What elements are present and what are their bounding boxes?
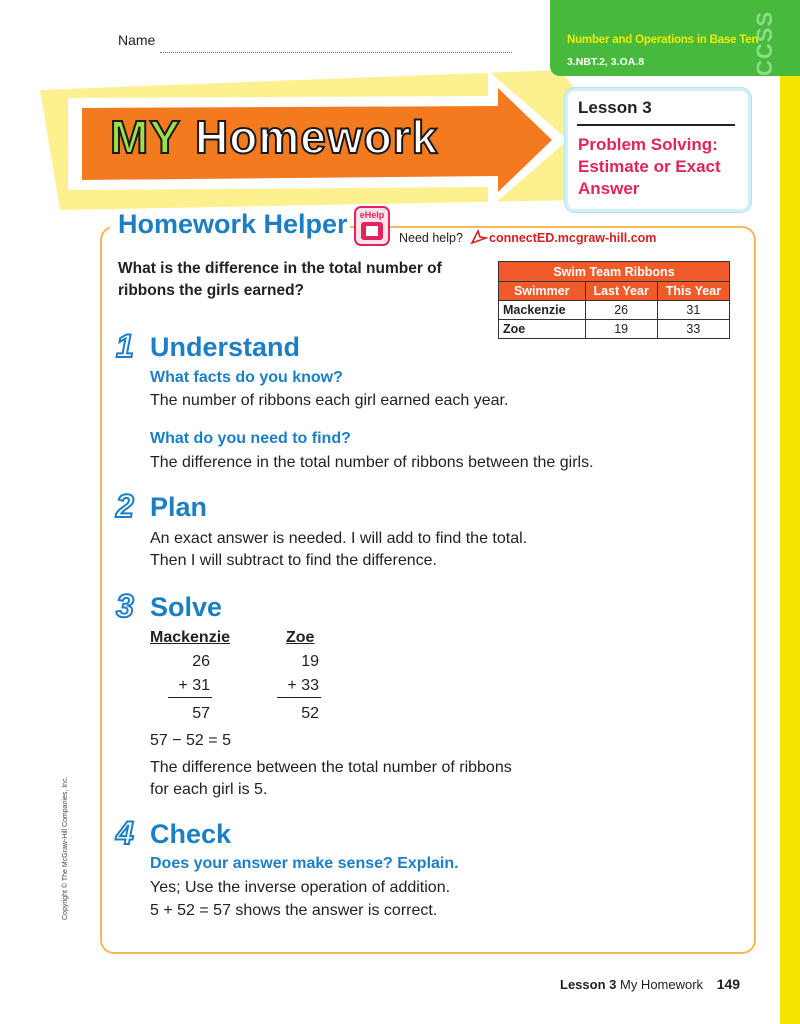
ehelp-label: eHelp bbox=[359, 210, 385, 220]
understand-heading: Understand bbox=[150, 332, 301, 362]
lesson-subtitle: Problem Solving: Estimate or Exact Answer bbox=[578, 135, 721, 198]
table-cell: 31 bbox=[657, 301, 729, 320]
lesson-title: Lesson 3 bbox=[578, 98, 652, 117]
plan-line-2: Then I will subtract to find the difference. bbox=[150, 552, 437, 569]
step-number-2: 2 bbox=[116, 488, 134, 524]
connected-link[interactable]: connectED.mcgraw-hill.com bbox=[489, 231, 657, 245]
cursor-icon bbox=[470, 229, 488, 245]
question-text: What is the difference in the total number of ribbons the girls earned? bbox=[118, 260, 442, 299]
solve-equation: 57 − 52 = 5 bbox=[150, 732, 231, 749]
table-header-this-year: This Year bbox=[657, 282, 729, 301]
lesson-rule bbox=[577, 124, 735, 126]
solve-line-1: The difference between the total number of ribbons bbox=[150, 759, 512, 776]
banner-my: MY bbox=[110, 111, 181, 163]
banner-homework: Homework bbox=[195, 111, 439, 163]
plan-heading: Plan bbox=[150, 492, 208, 522]
name-line[interactable] bbox=[160, 52, 512, 53]
solve-zoe-a: 19 bbox=[301, 653, 319, 670]
ccss-label bbox=[752, 46, 778, 76]
table-cell: 26 bbox=[585, 301, 657, 320]
step-number-4: 4 bbox=[116, 815, 134, 851]
table-row bbox=[499, 320, 730, 339]
step-number-1: 1 bbox=[116, 328, 134, 364]
table-header-swimmer: Swimmer bbox=[499, 282, 586, 301]
check-question: Does your answer make sense? Explain. bbox=[150, 855, 459, 872]
table-cell: 19 bbox=[585, 320, 657, 339]
ehelp-icon[interactable] bbox=[353, 205, 391, 247]
table-cell: Zoe bbox=[499, 320, 586, 339]
check-heading: Check bbox=[150, 819, 232, 849]
swim-team-ribbons-table bbox=[498, 261, 730, 339]
domain-label: Number and Operations in Base Ten bbox=[567, 34, 759, 46]
solve-zoe-rule bbox=[277, 697, 321, 698]
standards-label: 3.NBT.2, 3.OA.8 bbox=[567, 56, 645, 68]
solve-zoe-sum: 52 bbox=[301, 705, 319, 722]
check-line-2: 5 + 52 = 57 shows the answer is correct. bbox=[150, 902, 438, 919]
plan-line-1: An exact answer is needed. I will add to find the total. bbox=[150, 530, 528, 547]
solve-zoe-b: + 33 bbox=[287, 677, 319, 694]
understand-question-2: What do you need to find? bbox=[150, 430, 351, 447]
name-label: Name bbox=[118, 32, 156, 48]
page-footer bbox=[560, 976, 740, 992]
table-header-last-year: Last Year bbox=[585, 282, 657, 301]
step-number-3: 3 bbox=[116, 588, 134, 624]
copyright-notice: Copyright © The McGraw-Hill Companies, Inc. bbox=[62, 776, 69, 920]
banner-title bbox=[110, 110, 438, 164]
solve-line-2: for each girl is 5. bbox=[150, 781, 268, 798]
solve-mackenzie-sum: 57 bbox=[192, 705, 210, 722]
understand-answer-1: The number of ribbons each girl earned each year. bbox=[150, 392, 509, 409]
table-caption: Swim Team Ribbons bbox=[499, 262, 730, 282]
solve-mackenzie-a: 26 bbox=[192, 653, 210, 670]
table-cell: Mackenzie bbox=[499, 301, 586, 320]
check-line-1: Yes; Use the inverse operation of addition. bbox=[150, 879, 451, 896]
solve-col-zoe: Zoe bbox=[286, 629, 315, 646]
solve-mackenzie-rule bbox=[168, 697, 212, 698]
understand-answer-2: The difference in the total number of ribbons between the girls. bbox=[150, 454, 594, 471]
table-row bbox=[499, 301, 730, 320]
solve-mackenzie-b: + 31 bbox=[178, 677, 210, 694]
page-number: 149 bbox=[716, 976, 741, 992]
footer-label: My Homework bbox=[619, 977, 704, 992]
need-help-label: Need help? bbox=[399, 231, 463, 245]
footer-lesson: Lesson 3 bbox=[560, 977, 617, 992]
solve-col-mackenzie: Mackenzie bbox=[150, 629, 231, 646]
right-yellow-strip bbox=[780, 0, 800, 1024]
understand-question-1: What facts do you know? bbox=[150, 369, 343, 386]
table-cell: 33 bbox=[657, 320, 729, 339]
homework-helper-title: Homework Helper bbox=[118, 209, 348, 239]
solve-heading: Solve bbox=[150, 592, 223, 622]
